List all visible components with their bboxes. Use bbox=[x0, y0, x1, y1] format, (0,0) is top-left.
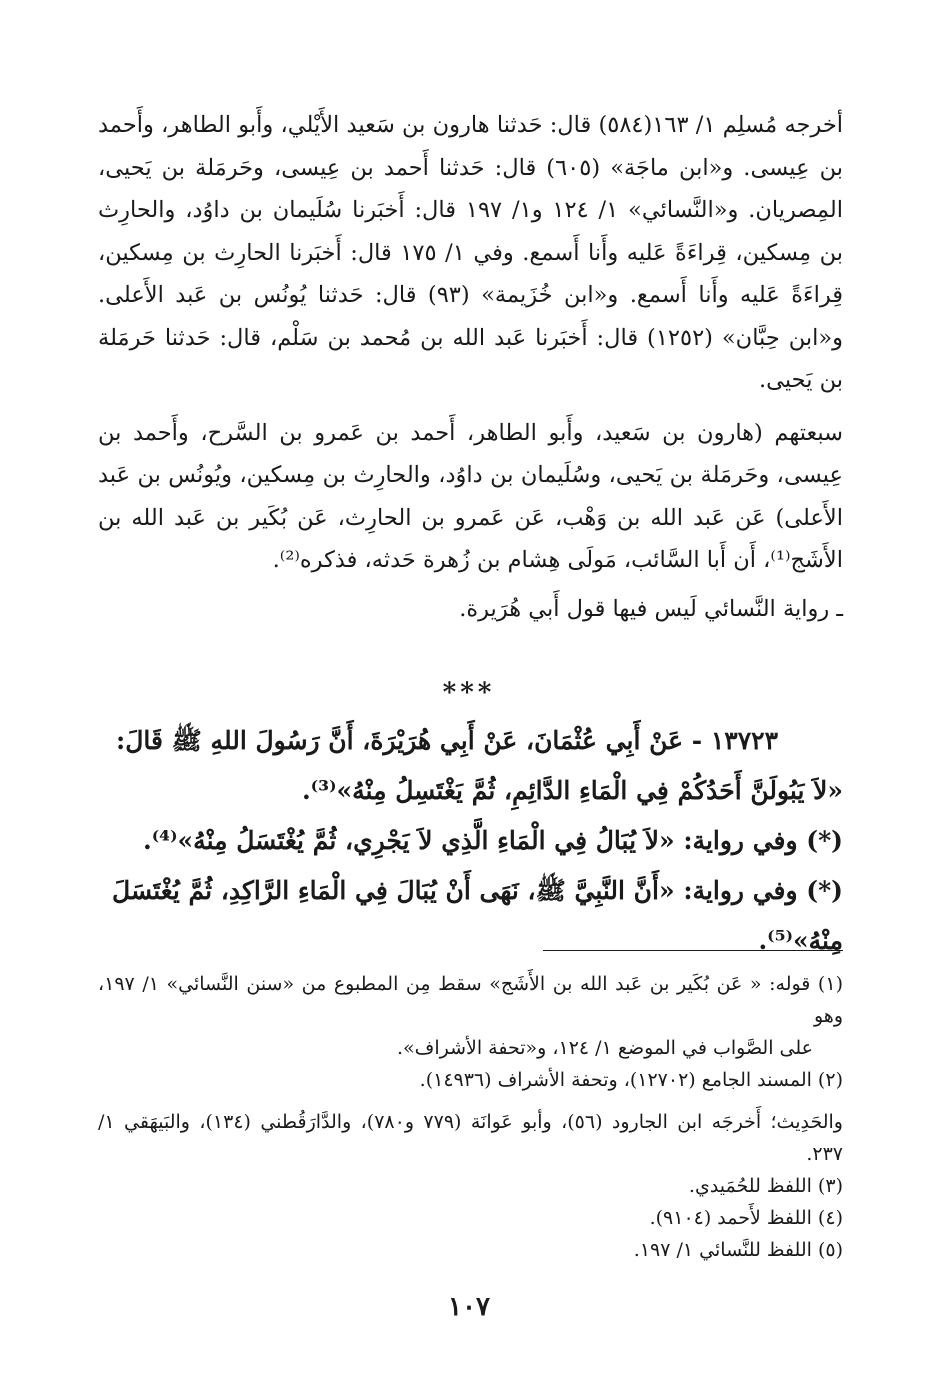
page-number: ١٠٧ bbox=[448, 1292, 490, 1322]
narration-note: ـ رواية النَّسائي لَيس فيها قول أَبي هُرَيرة. bbox=[459, 595, 843, 622]
footnote-divider bbox=[543, 950, 843, 951]
main-text bbox=[98, 104, 843, 630]
hadith-variant-1: (*) وفي رواية: «لاَ يُبَالُ فِي الْمَاءِ الَّذِي لاَ يَجْرِي، ثُمَّ يُغْتَسَلُ مِنْهُ»⁽⁴⁾. bbox=[142, 826, 843, 855]
takhrij-paragraph: أخرجه مُسلِم ١/ ١٦٣(٥٨٤) قال: حَدثنا هارون بن سَعيد الأَيْلي، وأَبو الطاهر، وأَحمد بن عِيسى. و«ابن ماجَة» (٦٠٥) قال: حَدثنا أَحمد بن عِيسى، وحَرمَلة بن يَحيى، المِصريان. و«النَّسائي» ١/ ١٢٤ و١/ ١٩٧ قال: أَخبَرنا سُلَيمان بن داوُد، والحارِث بن مِسكين، قِراءَةً عَليه وأَنا أَسمع. وفي ١/ ١٧٥ قال: أَخبَرنا الحارِث بن مِسكين، قِراءَةً عَليه وأَنا أَسمع. و«ابن خُزَيمة» (٩٣) قال: حَدثنا يُونُس بن عَبد الأَعلى. و«ابن حِبَّان» (١٢٥٢) قال: أَخبَرنا عَبد الله بن مُحمد بن سَلْم، قال: حَدثنا حَرمَلة بن يَحيى. bbox=[98, 112, 844, 393]
footnote-2: (٢) المسند الجامع (١٢٧٠٢)، وتحفة الأشراف (١٤٩٣٦). bbox=[419, 1069, 843, 1091]
hadith-block bbox=[98, 716, 843, 966]
hadith-text: «لاَ يَبُولَنَّ أَحَدُكُمْ فِي الْمَاءِ الدَّائِمِ، ثُمَّ يَغْتَسِلُ مِنْهُ»⁽³⁾. bbox=[301, 776, 843, 805]
footnote-5: (٥) اللفظ للنَّسائي ١/ ١٩٧. bbox=[633, 1239, 843, 1261]
hadith-heading: ١٣٧٢٣ - عَنْ أَبِي عُثْمَانَ، عَنْ أَبِي هُرَيْرَةَ، أَنَّ رَسُولَ اللهِ ﷺ قَالَ: bbox=[115, 726, 778, 755]
footnotes bbox=[98, 968, 843, 1266]
footnote-4: (٤) اللفظ لأَحمد (٩١٠٤). bbox=[649, 1207, 843, 1229]
footnote-3: (٣) اللفظ للحُمَيدي. bbox=[688, 1175, 843, 1197]
footnote-1: (١) قوله: « عَن بُكَير بن عَبد الله بن الأَشَج» سقط مِن المطبوع من «سنن النَّسائي» ١/ ١٩٧، وهو bbox=[98, 973, 843, 1027]
footnote-1-continued: على الصَّواب في الموضع ١/ ١٢٤، و«تحفة الأشراف». bbox=[396, 1037, 813, 1059]
footnote-2-continued: والحَدِيث؛ أَخرجَه ابن الجارود (٥٦)، وأبو عَوانَة (٧٧٩ و٧٨٠)، والدَّارَقُطني (١٣٤)، والبَيهَقي ١/ ٢٣٧. bbox=[98, 1111, 843, 1165]
section-separator: *** bbox=[442, 678, 496, 708]
isnad-summary-paragraph: سبعتهم (هارون بن سَعيد، وأَبو الطاهر، أَحمد بن عَمرو بن السَّرح، وأَحمد بن عِيسى، وحَرمَلة بن يَحيى، وسُلَيمان بن داوُد، والحارِث بن مِسكين، ويُونُس بن عَبد الأَعلى) عَن عَبد الله بن وَهْب، عَن عَمرو بن الحارِث، عَن بُكَير بن عَبد الله بن الأَشَج⁽¹⁾، أَن أَبا السَّائب، مَولَى هِشام بن زُهرة حَدثه، فذكره⁽²⁾. bbox=[98, 419, 843, 573]
hadith-variant-2: (*) وفي رواية: «أَنَّ النَّبِيَّ ﷺ، نَهَى أَنْ يُبَالَ فِي الْمَاءِ الرَّاكِدِ، ثُمَّ يُغْتَسَلَ مِنْهُ»⁽⁵⁾. bbox=[112, 876, 843, 955]
